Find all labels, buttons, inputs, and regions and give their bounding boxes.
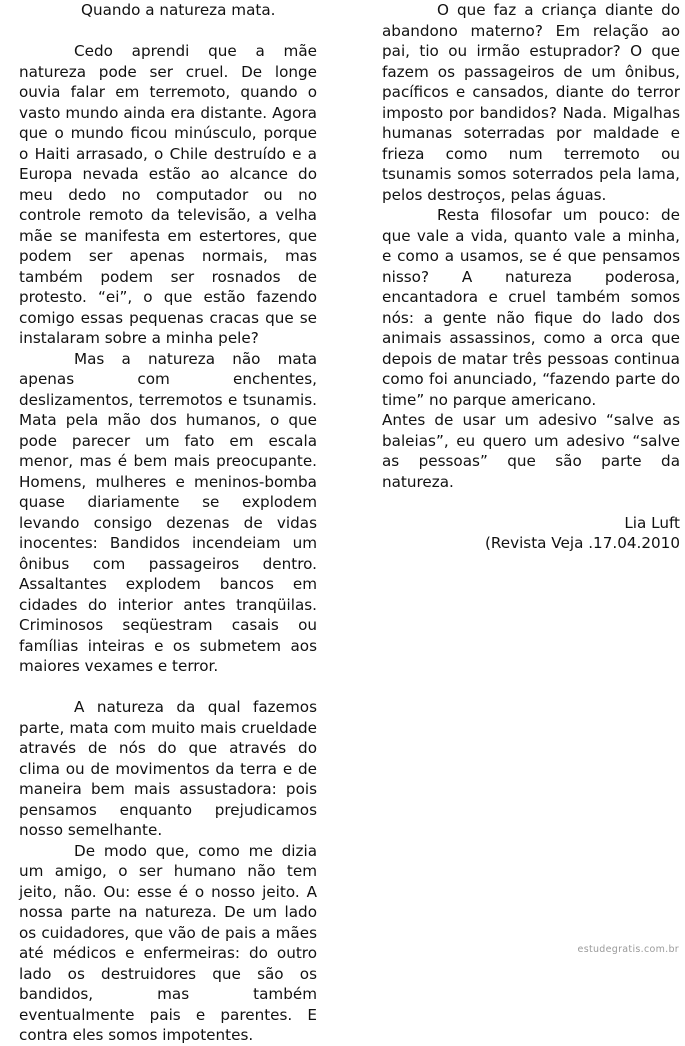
paragraph-5: O que faz a criança diante do abandono materno? Em relação ao pai, tio ou irmão estuprador? O que fazem os passageiros de um ônibus, pacíficos e cansados, diante do terror imposto por bandidos? Nada. Migalhas humanas soterradas por maldade e frieza como num terremoto ou tsunamis somos soterrados pela lama, pelos destroços, pelas águas. (382, 1, 680, 204)
source-citation: (Revista Veja .17.04.2010 (484, 534, 680, 552)
watermark: estudegratis.com.br (577, 944, 679, 955)
paragraph-3: A natureza da qual fazemos parte, mata com muito mais crueldade através de nós do que através do clima ou de movimentos da terra e de maneira bem mais assustadora: pois pensamos enquanto prejudicamos nosso semelhante. (19, 698, 317, 839)
signature-block (382, 513, 680, 554)
spacer (19, 21, 317, 42)
spacer (19, 677, 317, 698)
paragraph-1: Cedo aprendi que a mãe natureza pode ser cruel. De longe ouvia falar em terremoto, quando o vasto mundo ainda era distante. Agora que o mundo ficou minúsculo, porque o Haiti arrasado, o Chile destruído e a Europa nevada estão ao alcance do meu dedo no computador ou no controle remoto da televisão, a velha mãe se manifesta em estertores, que podem ser apenas normais, mas também podem ser rosnados de protesto. “ei”, o que estão fazendo comigo essas pequenas cracas que se instalaram sobre a minha pele? (19, 42, 317, 347)
paragraph-7: Antes de usar um adesivo “salve as baleias”, eu quero um adesivo “salve as pessoas” que são parte da natureza. (382, 411, 680, 491)
author-name: Lia Luft (624, 513, 680, 532)
left-column (19, 0, 317, 1046)
article-title: Quando a natureza mata. (81, 1, 276, 19)
paragraph-4: De modo que, como me dizia um amigo, o ser humano não tem jeito, não. Ou: esse é o nosso jeito. A nossa parte na natureza. De um lado os cuidadores, que vão de pais a mães até médicos e enfermeiras: do outro lado os destruidores que são os bandidos, mas também eventualmente pais e parentes. E contra eles somos impotentes. (19, 841, 317, 1044)
right-column (382, 0, 680, 554)
paragraph-2: Mas a natureza não mata apenas com enchentes, deslizamentos, terremotos e tsunamis. Mata pela mão dos humanos, o que pode parecer um fato em escala menor, mas é bem mais preocupante. Homens, mulheres e meninos-bomba quase diariamente se explodem levando consigo dezenas de vidas inocentes: Bandidos incendeiam um ônibus com passageiros dentro. Assaltantes explodem bancos em cidades do interior antes tranqüilas. Criminosos seqüestram casais ou famílias inteiras e os submetem aos maiores vexames e terror. (19, 349, 317, 675)
paragraph-6: Resta filosofar um pouco: de que vale a vida, quanto vale a minha, e como a usamos, se é que pensamos nisso? A natureza poderosa, encantadora e cruel também somos nós: a gente não fique do lado dos animais assassinos, como a orca que depois de matar três pessoas continua como foi anunciado, “fazendo parte do time” no parque americano. (382, 206, 680, 409)
